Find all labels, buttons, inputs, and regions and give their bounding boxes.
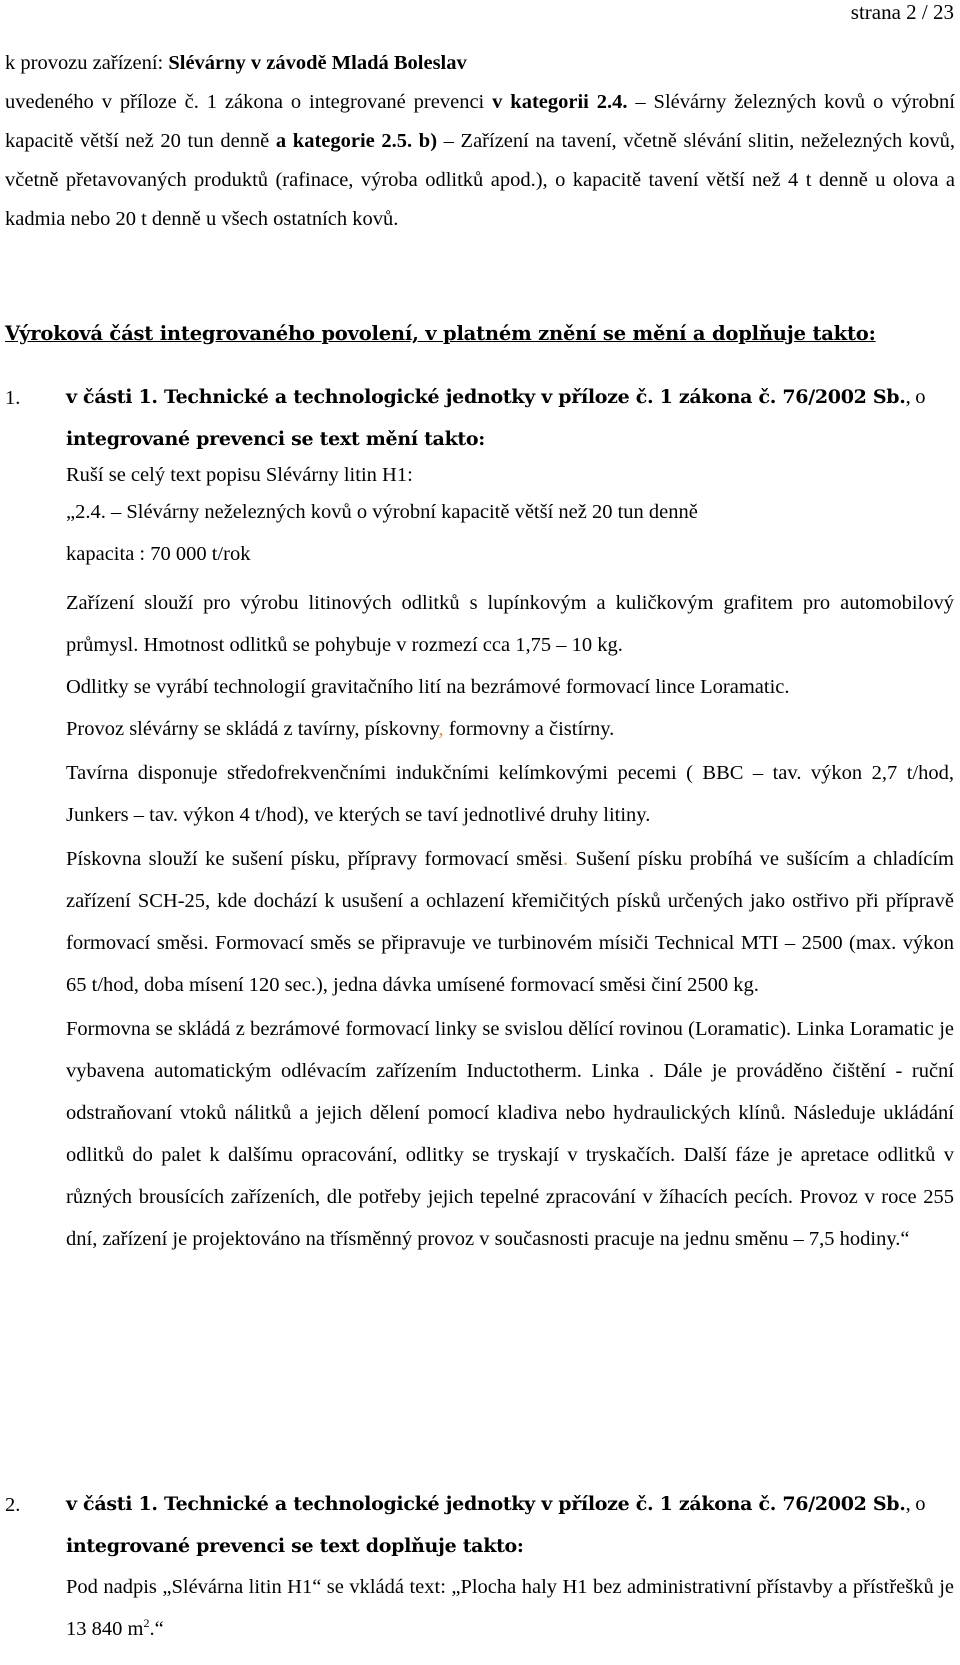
para-5-text-b: Sušení písku probíhá ve sušícím a chladícím zařízení SCH-25, kde dochází k usušení a ochlazení křemičitých písků určených jako ostřivo při přípravě formovací směsi. Formovací směs se připravuje ve turbinovém mísiči Technical MTI – 2500 (max. výkon 65 t/hod, doba mísení 120 sec.), jedna dávka umísené formovací směsi činí 2500 kg. <box>66 848 954 996</box>
intro-text-3: – Zařízení na tavení, včetně slévání slitin, neželezných kovů, včetně přetavovaných produktů (rafinace, výroba odlitků apod.), o kapacitě tavení větší než 4 t denně u olova a kadmia nebo 20 t denně u všech ostatních kovů. <box>5 130 955 230</box>
item-2-paragraph <box>66 1566 954 1650</box>
intro-line-1 <box>5 44 955 83</box>
item-number-2: 2. <box>5 1494 21 1516</box>
item-2-suffix: , o <box>905 1493 926 1515</box>
para-3-text-b: formovny a čistírny. <box>443 718 615 740</box>
item-1-line-a: Ruší se celý text popisu Slévárny litin H1: <box>66 464 413 486</box>
item-1-heading <box>66 376 954 460</box>
description-para-3 <box>66 708 954 750</box>
item-2-title: v části 1. Technické a technologické jednotky v příloze č. 1 zákona č. 76/2002 Sb. <box>66 1493 906 1515</box>
description-para-2: Odlitky se vyrábí technologií gravitačního lití na bezrámové formovací lince Loramatic. <box>66 676 790 698</box>
description-para-1: Zařízení slouží pro výrobu litinových odlitků s lupínkovým a kuličkovým grafitem pro automobilový průmysl. Hmotnost odlitků se pohybuje v rozmezí cca 1,75 – 10 kg. <box>66 592 954 656</box>
item-1-title: v části 1. Technické a technologické jednotky v příloze č. 1 zákona č. 76/2002 Sb. <box>66 386 906 408</box>
facility-name: Slévárny v závodě Mladá Boleslav <box>168 52 467 74</box>
intro-prefix: k provozu zařízení: <box>5 52 169 74</box>
item-2-text: Pod nadpis „Slévárna litin H1“ se vkládá text: „Plocha haly H1 bez administrativní přístavby a přístřešků je 13 840 m <box>66 1576 954 1640</box>
category-1: v kategorii 2.4. <box>492 91 628 113</box>
section-heading: Výroková část integrovaného povolení, v platném znění se mění a doplňuje takto: <box>5 322 876 345</box>
category-2: a kategorie 2.5. b) <box>275 130 438 152</box>
para-3-text-a: Provoz slévárny se skládá z tavírny, pískovny <box>66 718 439 740</box>
item-1-intro-lines <box>66 457 954 573</box>
capacity-line: kapacita : 70 000 t/rok <box>66 543 251 565</box>
item-number-1: 1. <box>5 387 21 409</box>
para-3-comma: , <box>438 718 444 740</box>
superscript: 2 <box>143 1616 150 1631</box>
item-2-heading <box>66 1483 954 1567</box>
item-2-title-line2: integrované prevenci se text doplňuje takto: <box>66 1535 524 1557</box>
para-5-dot: . <box>562 848 569 870</box>
item-1-description <box>66 582 954 1260</box>
description-para-5 <box>66 838 954 1006</box>
item-1-line-b: „2.4. – Slévárny neželezných kovů o výrobní kapacitě větší než 20 tun denně <box>66 501 698 523</box>
description-para-4: Tavírna disponuje středofrekvenčními indukčními kelímkovými pecemi ( BBC – tav. výkon 2,7 t/hod, Junkers – tav. výkon 4 t/hod), ve kterých se taví jednotlivé druhy litiny. <box>66 762 954 826</box>
intro-paragraph <box>5 44 955 239</box>
page-number: strana 2 / 23 <box>850 0 954 24</box>
item-2-end: .“ <box>149 1618 164 1640</box>
intro-body <box>5 83 955 239</box>
description-para-6: Formovna se skládá z bezrámové formovací linky se svislou dělící rovinou (Loramatic). Linka Loramatic je vybavena automatickým odlévacím zařízením Inductotherm. Linka . Dále je prováděno čištění - ruční odstraňovaní vtoků nálitků a jejich dělení pomocí kladiva nebo hydraulických klínů. Následuje ukládání odlitků do palet k dalšímu opracování, odlitky se tryskají v tryskačích. Další fáze je apretace odlitků v různých brousících zařízeních, dle potřeby jejich tepelné zpracování v žíhacích pecích. Provoz v roce 255 dní, zařízení je projektováno na třísměnný provoz v současnosti pracuje na jednu směnu – 7,5 hodiny.“ <box>66 1018 954 1250</box>
para-5-text-a: Pískovna slouží ke sušení písku, přípravy formovací směsi <box>66 848 563 870</box>
item-1-suffix: , o <box>905 386 926 408</box>
intro-text-1: uvedeného v příloze č. 1 zákona o integrované prevenci <box>5 91 493 113</box>
intro-text-2: – Slévárny železných kovů o výrobní kapacitě větší než 20 tun denně <box>5 91 955 152</box>
item-1-title-line2: integrované prevenci se text mění takto: <box>66 428 485 450</box>
